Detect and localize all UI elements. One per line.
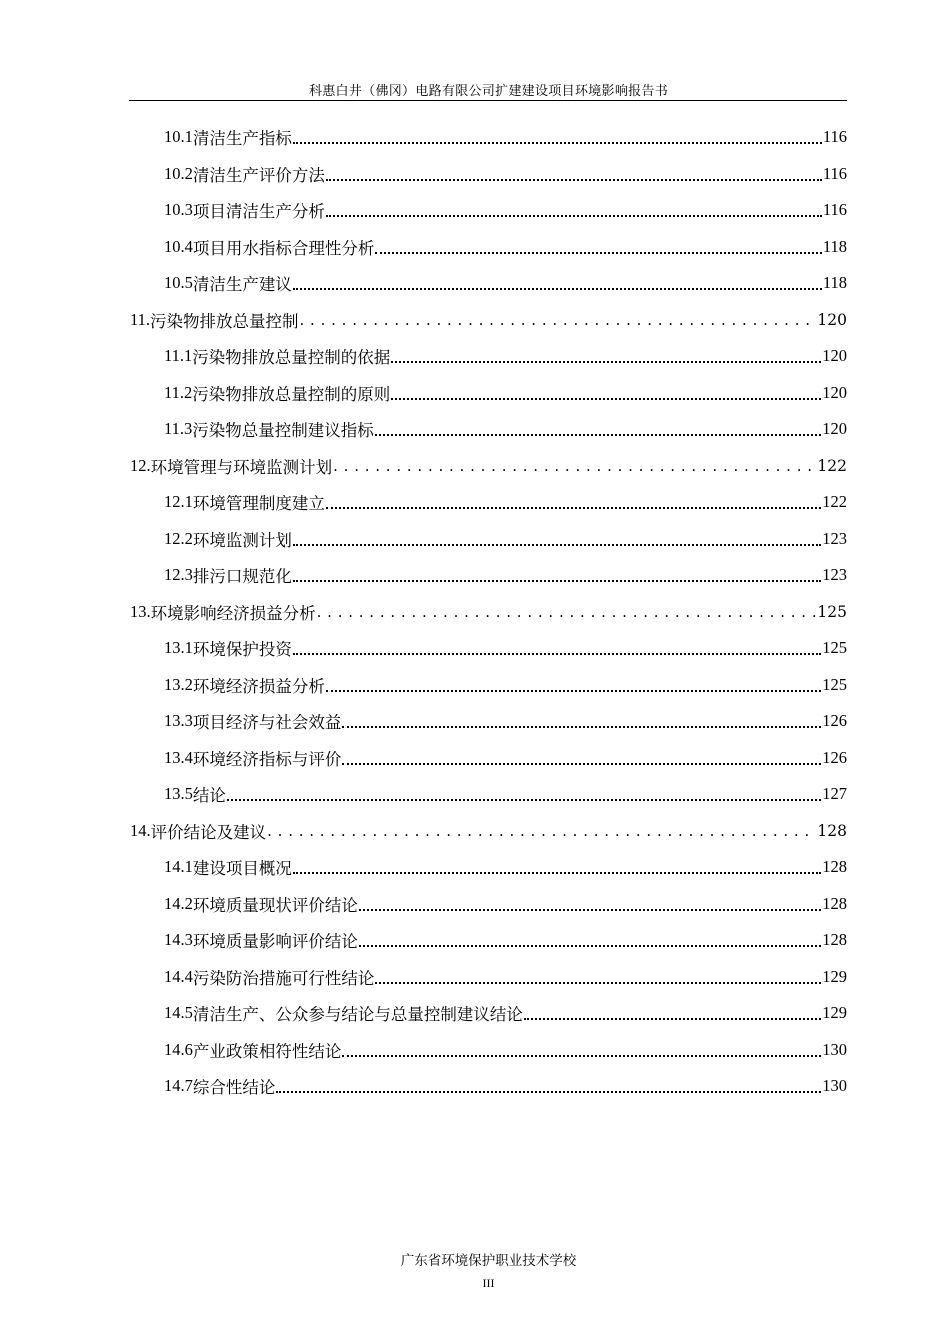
toc-entry-title: 环境经济损益分析 [192, 676, 325, 696]
toc-entry-number: 11. [130, 309, 151, 329]
toc-entry-title: 清洁生产指标 [192, 129, 292, 149]
toc-entry-number: 14.5 [164, 1003, 193, 1023]
toc-dot-leader [342, 711, 821, 731]
toc-entry-title: 清洁生产、公众参与结论与总量控制建议结论 [192, 1005, 523, 1025]
toc-entry-title: 排污口规范化 [192, 567, 292, 587]
toc-entry-title: 环境经济指标与评价 [192, 749, 342, 769]
toc-entry-title: 污染防治措施可行性结论 [192, 968, 375, 988]
toc-entry-number: 10.2 [164, 163, 193, 183]
toc-entry-title: 项目清洁生产分析 [192, 202, 325, 222]
toc-entry-number: 14.4 [164, 966, 193, 986]
footer-page-number: III [482, 1276, 495, 1290]
toc-dot-leader [333, 456, 816, 476]
toc-dot-leader [524, 1003, 821, 1023]
toc-section-entry[interactable] [130, 667, 847, 704]
toc-entry-page: 120 [822, 346, 847, 366]
toc-entry-number: 10.5 [164, 273, 193, 293]
table-of-contents [130, 119, 847, 1105]
toc-entry-page: 125 [822, 638, 847, 658]
toc-entry-page: 116 [822, 127, 847, 147]
toc-entry-number: 11.1 [164, 346, 193, 366]
toc-entry-title: 产业政策相符性结论 [192, 1041, 342, 1061]
toc-dot-leader [326, 492, 821, 512]
toc-chapter-entry[interactable] [130, 813, 847, 850]
toc-entry-page: 120 [822, 382, 847, 402]
toc-entry-page: 127 [822, 784, 847, 804]
toc-section-entry[interactable] [130, 557, 847, 594]
toc-entry-number: 11.3 [164, 419, 193, 439]
toc-entry-page: 128 [817, 821, 847, 840]
toc-entry-page: 116 [822, 200, 847, 220]
toc-entry-number: 11.2 [164, 382, 193, 402]
toc-entry-page: 122 [822, 492, 847, 512]
toc-dot-leader [391, 346, 821, 366]
toc-entry-page: 123 [822, 528, 847, 548]
toc-entry-title: 清洁生产评价方法 [192, 165, 325, 185]
toc-entry-number: 14.6 [164, 1039, 193, 1059]
toc-section-entry[interactable] [130, 1032, 847, 1069]
toc-dot-leader [375, 419, 821, 439]
toc-entry-page: 128 [822, 857, 847, 877]
toc-entry-title: 环境影响经济损益分析 [150, 603, 316, 623]
toc-entry-page: 120 [817, 310, 847, 329]
toc-entry-title: 环境质量现状评价结论 [192, 895, 358, 915]
toc-entry-page: 130 [822, 1076, 847, 1096]
toc-entry-page: 128 [822, 893, 847, 913]
toc-entry-page: 128 [822, 930, 847, 950]
page-header-title: 科惠白井（佛冈）电路有限公司扩建建设项目环境影响报告书 [308, 84, 669, 99]
toc-section-entry[interactable] [130, 484, 847, 521]
toc-dot-leader [293, 127, 822, 147]
toc-dot-leader [375, 967, 821, 987]
toc-chapter-entry[interactable] [130, 448, 847, 485]
toc-entry-page: 118 [822, 236, 847, 256]
toc-entry-title: 评价结论及建议 [150, 822, 267, 842]
toc-entry-number: 13. [130, 601, 151, 621]
toc-dot-leader [293, 565, 821, 585]
toc-entry-number: 10.3 [164, 200, 193, 220]
toc-dot-leader [227, 784, 821, 804]
toc-entry-page: 116 [822, 163, 847, 183]
toc-entry-number: 14.7 [164, 1076, 193, 1096]
toc-entry-number: 10.4 [164, 236, 193, 256]
toc-entry-number: 13.5 [164, 784, 193, 804]
toc-section-entry[interactable] [130, 229, 847, 266]
toc-chapter-entry[interactable] [130, 594, 847, 631]
toc-section-entry[interactable] [130, 156, 847, 193]
toc-section-entry[interactable] [130, 338, 847, 375]
toc-entry-number: 14.1 [164, 857, 193, 877]
toc-entry-page: 129 [822, 1003, 847, 1023]
toc-entry-title: 项目经济与社会效益 [192, 713, 342, 733]
toc-entry-title: 结论 [192, 786, 226, 806]
toc-entry-page: 126 [822, 747, 847, 767]
toc-dot-leader [267, 821, 816, 841]
header-divider [129, 100, 847, 101]
toc-dot-leader [293, 638, 821, 658]
toc-section-entry[interactable] [130, 630, 847, 667]
toc-entry-title: 项目用水指标合理性分析 [192, 238, 375, 258]
toc-entry-number: 14.3 [164, 930, 193, 950]
toc-entry-number: 13.2 [164, 674, 193, 694]
toc-entry-number: 12. [130, 455, 151, 475]
toc-entry-page: 125 [817, 602, 847, 621]
toc-dot-leader [317, 602, 817, 622]
toc-section-entry[interactable] [130, 119, 847, 156]
toc-entry-page: 120 [822, 419, 847, 439]
toc-entry-title: 环境质量影响评价结论 [192, 932, 358, 952]
toc-entry-title: 污染物总量控制建议指标 [192, 421, 374, 441]
toc-entry-title: 清洁生产建议 [192, 275, 292, 295]
toc-entry-number: 12.3 [164, 565, 193, 585]
toc-section-entry[interactable] [130, 1068, 847, 1105]
toc-dot-leader [293, 273, 822, 293]
toc-section-entry[interactable] [130, 849, 847, 886]
toc-dot-leader [326, 200, 822, 220]
toc-entry-title: 环境监测计划 [192, 530, 292, 550]
toc-entry-number: 13.1 [164, 638, 193, 658]
toc-entry-page: 129 [822, 966, 847, 986]
toc-dot-leader [359, 894, 821, 914]
toc-dot-leader [326, 164, 822, 184]
toc-dot-leader [300, 310, 817, 330]
toc-section-entry[interactable] [130, 886, 847, 923]
toc-entry-number: 13.3 [164, 711, 193, 731]
toc-entry-page: 118 [822, 273, 847, 293]
toc-section-entry[interactable] [130, 265, 847, 302]
toc-entry-title: 污染物排放总量控制的原则 [192, 384, 391, 404]
toc-section-entry[interactable] [130, 959, 847, 996]
toc-dot-leader [293, 857, 821, 877]
toc-entry-number: 14.2 [164, 893, 193, 913]
toc-section-entry[interactable] [130, 192, 847, 229]
toc-section-entry[interactable] [130, 521, 847, 558]
toc-section-entry[interactable] [130, 776, 847, 813]
toc-dot-leader [293, 529, 821, 549]
toc-entry-page: 123 [822, 565, 847, 585]
toc-entry-title: 建设项目概况 [192, 859, 292, 879]
toc-dot-leader [342, 1040, 821, 1060]
toc-entry-number: 10.1 [164, 127, 193, 147]
toc-dot-leader [375, 237, 821, 257]
toc-entry-title: 综合性结论 [192, 1078, 276, 1098]
toc-dot-leader [391, 383, 821, 403]
toc-dot-leader [326, 675, 821, 695]
toc-entry-number: 12.1 [164, 492, 193, 512]
toc-entry-title: 环境管理与环境监测计划 [150, 457, 333, 477]
toc-entry-title: 污染物排放总量控制 [150, 311, 299, 331]
toc-entry-number: 13.4 [164, 747, 193, 767]
toc-entry-title: 环境保护投资 [192, 640, 292, 660]
toc-section-entry[interactable] [130, 411, 847, 448]
footer-organization: 广东省环境保护职业技术学校 [400, 1253, 577, 1269]
toc-section-entry[interactable] [130, 922, 847, 959]
toc-chapter-entry[interactable] [130, 302, 847, 339]
toc-section-entry[interactable] [130, 375, 847, 412]
toc-entry-page: 122 [817, 456, 847, 475]
toc-entry-number: 12.2 [164, 528, 193, 548]
toc-entry-page: 130 [822, 1039, 847, 1059]
toc-section-entry[interactable] [130, 740, 847, 777]
toc-entry-page: 125 [822, 674, 847, 694]
toc-entry-title: 污染物排放总量控制的依据 [192, 348, 391, 368]
toc-dot-leader [342, 748, 821, 768]
toc-dot-leader [276, 1076, 821, 1096]
toc-entry-page: 126 [822, 711, 847, 731]
toc-entry-number: 14. [130, 820, 151, 840]
toc-section-entry[interactable] [130, 995, 847, 1032]
toc-entry-title: 环境管理制度建立 [192, 494, 325, 514]
toc-dot-leader [359, 930, 821, 950]
toc-section-entry[interactable] [130, 703, 847, 740]
